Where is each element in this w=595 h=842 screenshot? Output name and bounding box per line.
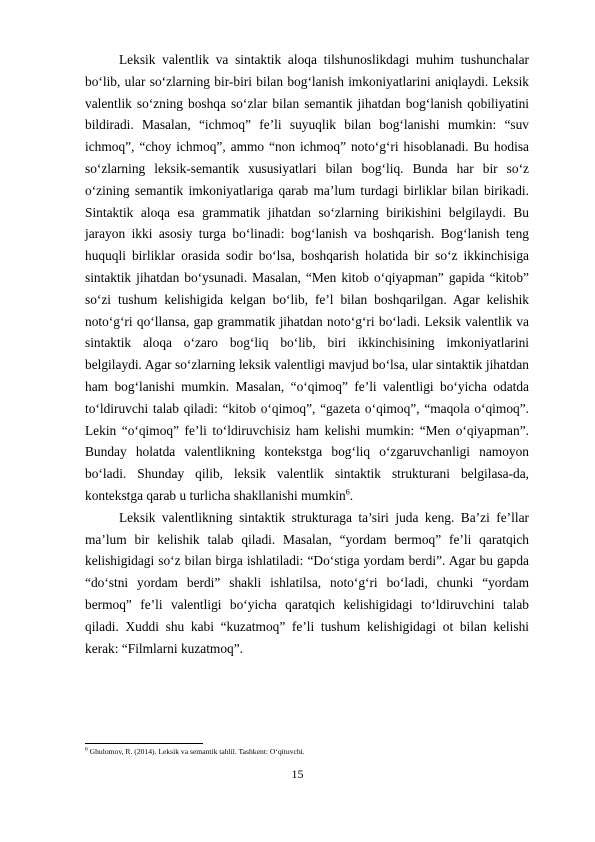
page-number: 15: [291, 767, 304, 781]
footnote-marker: 6: [85, 746, 88, 753]
footnote: [85, 747, 305, 757]
paragraph-1: [85, 49, 529, 507]
paragraph-1-text: Leksik valentlik va sintaktik aloqa tilshunoslikdagi muhim tushunchalar bo‘lib, ular so‘zlarning bir-biri bilan bog‘lanish imkoniyatlarini aniqlaydi. Leksik valentlik so‘zning boshqa so‘zlar bilan semantik jihatdan bog‘lanish qobiliyatini bildiradi. Masalan, “ichmoq” fe’li suyuqlik bilan bog‘lanishi mumkin: “suv ichmoq”, “choy ichmoq”, ammo “non ichmoq” noto‘g‘ri hisoblanadi. Bu hodisa so‘zlarning leksik-semantik xususiyatlari bilan bog‘liq. Bunda har bir so‘z o‘zining semantik imkoniyatlariga qarab ma’lum turdagi birliklar bilan birikadi. Sintaktik aloqa esa grammatik jihatdan so‘zlarning birikishini belgilaydi. Bu jarayon ikki asosiy turga bo‘linadi: bog‘lanish va boshqarish. Bog‘lanish teng huquqli birliklar orasida sodir bo‘lsa, boshqarish holatida bir so‘z ikkinchisiga sintaktik jihatdan bo‘ysunadi. Masalan, “Men kitob o‘qiyapman” gapida “kitob” so‘zi tushum kelishigida kelgan bo‘lib, fe’l bilan boshqarilgan. Agar kelishik noto‘g‘ri qo‘llansa, gap grammatik jihatdan noto‘g‘ri bo‘ladi. Leksik valentlik va sintaktik aloqa o‘zaro bog‘liq bo‘lib, biri ikkinchisining imkoniyatlarini belgilaydi. Agar so‘zlarning leksik valentligi mavjud bo‘lsa, ular sintaktik jihatdan ham bog‘lanishi mumkin. Masalan, “o‘qimoq” fe’li valentligi bo‘yicha odatda to‘ldiruvchi talab qiladi: “kitob o‘qimoq”, “gazeta o‘qimoq”, “maqola o‘qimoq”. Lekin “o‘qimoq” fe’li to‘ldiruvchisiz ham kelishi mumkin: “Men o‘qiyapman”. Bunday holatda valentlikning kontekstga bog‘liq o‘zgaruvchanligi namoyon bo‘ladi. Shunday qilib, leksik valentlik sintaktik strukturani belgilasa-da, kontekstga qarab u turlicha shakllanishi mumkin: [85, 52, 529, 503]
paragraph-1-end: .: [349, 487, 354, 503]
footnote-reference[interactable]: 6: [345, 487, 350, 497]
paragraph-2: Leksik valentlikning sintaktik strukturaga ta’siri juda keng. Ba’zi fe’llar ma’lum bir kelishik talab qiladi. Masalan, “yordam bermoq” fe’li qaratqich kelishigidagi so‘z bilan birga ishlatiladi: “Do‘stiga yordam berdi”. Agar bu gapda “do‘stni yordam berdi” shakli ishlatilsa, noto‘g‘ri bo‘ladi, chunki “yordam bermoq” fe’li valentligi bo‘yicha qaratqich kelishigidagi to‘ldiruvchini talab qiladi. Xuddi shu kabi “kuzatmoq” fe’li tushum kelishigidagi ot bilan kelishi kerak: “Filmlarni kuzatmoq”.: [85, 509, 529, 656]
footnote-text: Ghulomov, R. (2014). Leksik va semantik tahlil. Tashkent: O‘qituvchi.: [87, 747, 305, 756]
footnote-divider: [85, 743, 203, 744]
body-text: [85, 49, 529, 659]
